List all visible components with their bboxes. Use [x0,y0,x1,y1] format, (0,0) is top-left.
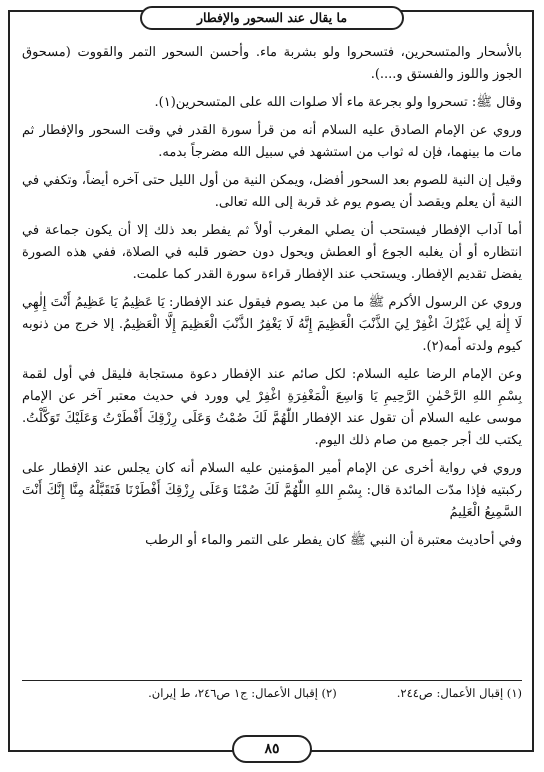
paragraph-8: وروي في رواية أخرى عن الإمام أمير المؤمنين عليه السلام أنه كان يجلس عند الإفطار على ركبتيه فإذا مدّت المائدة قال: بِسْمِ اللهِ اللّٰهُمَّ لَكَ صُمْنَا وَعَلَى رِزْقِكَ أَفْطَرْنَا فَتَقَبَّلْهُ مِنَّا إِنَّكَ أَنْتَ السَّمِيعُ الْعَلِيمُ [22,461,522,520]
paragraph-3: وروي عن الإمام الصادق عليه السلام أنه من قرأ سورة القدر في وقت السحور والإفطار ثم مات ما بينهما، فإن له ثواب من استشهد في سبيل الله مضرجاً بدمه. [22,123,522,160]
paragraph-6: وروي عن الرسول الأكرم ﷺ ما من عبد يصوم فيقول عند الإفطار: يَا عَظِيمُ يَا عَظِيمُ أَنْتَ إِلٰهِي لَا إِلٰهَ لِي غَيْرُكَ اغْفِرْ لِيَ الذَّنْبَ الْعَظِيمَ إِنَّهُ لَا يَغْفِرُ الذَّنْبَ الْعَظِيمَ إِلَّا الْعَظِيمُ. إلا خرج من ذنوبه كيوم ولدته أمه(٢). [22,295,522,354]
page-header-title: ما يقال عند السحور والإفطار [140,6,404,30]
footnote-divider [22,680,522,681]
footnote-1: (١) إقبال الأعمال: ص٢٤٤. [396,686,522,700]
paragraph-9: وفي أحاديث معتبرة أن النبي ﷺ كان يفطر على التمر والماء أو الرطب [145,533,522,548]
main-text [22,42,522,558]
footnotes [22,684,522,702]
paragraph-4: وقيل إن النية للصوم بعد السحور أفضل، ويمكن النية من أول الليل حتى آخره أيضاً، وتكفي في النية أن يعلم ويقصد أن يصوم يوم غد قربة إلى الله تعالى. [22,173,522,210]
footnote-2: (٢) إقبال الأعمال: ج١ ص٢٤٦، ط إيران. [148,686,337,700]
paragraph-2: وقال ﷺ: تسحروا ولو بجرعة ماء ألا صلوات الله على المتسحرين(١). [154,95,522,110]
paragraph-7: وعن الإمام الرضا عليه السلام: لكل صائم عند الإفطار دعوة مستجابة فليقل في أول لقمة بِسْمِ اللهِ الرَّحْمٰنِ الرَّحِيمِ يَا وَاسِعَ الْمَغْفِرَةِ اغْفِرْ لِي وورد في حديث معتبر آخر عن الإمام موسى عليه السلام أن تقول عند الإفطار اللّٰهُمَّ لَكَ صُمْتُ وَعَلَى رِزْقِكَ أَفْطَرْتُ وَعَلَيْكَ تَوَكَّلْتُ. يكتب لك أجر جميع من صام ذلك اليوم. [22,367,522,448]
paragraph-1: بالأسحار والمتسحرين، فتسحروا ولو بشربة ماء. وأحسن السحور التمر والقووت (مسحوق الجوز واللوز والفستق و....). [22,45,522,82]
page-number: ٨٥ [232,735,312,763]
paragraph-5: أما آداب الإفطار فيستحب أن يصلي المغرب أولاً ثم يفطر بعد ذلك إلا أن يكون جماعة في انتظاره أو أن يغلبه الجوع أو العطش ويحول دون حضور قلبه في الصلاة، ففي هذه الصورة يفضل تقديم الإفطار. ويستحب عند الإفطار قراءة سورة القدر كما علمت. [22,223,522,282]
